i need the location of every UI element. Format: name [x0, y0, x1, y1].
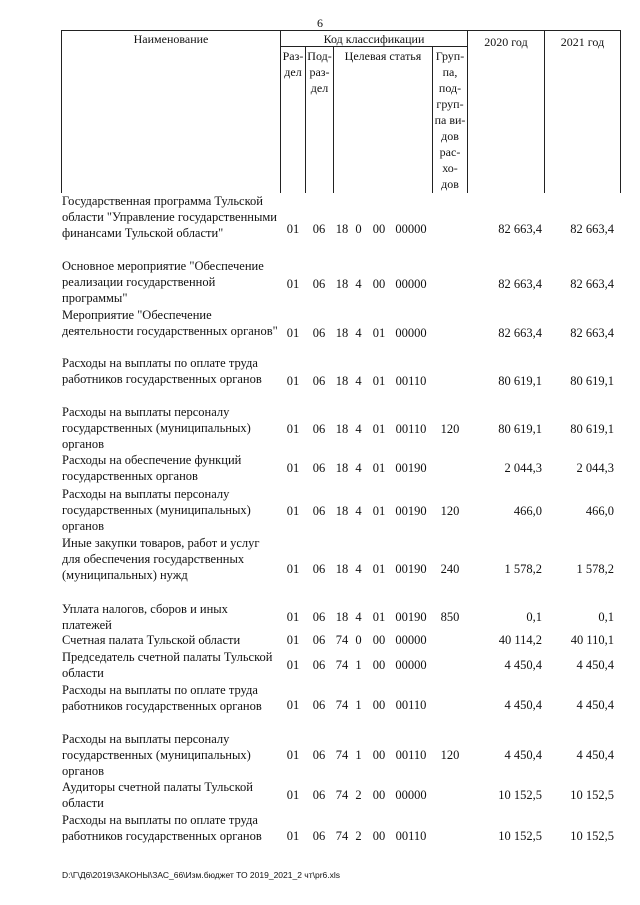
row-ts-program: 74 — [335, 788, 349, 802]
row-2021: 10 152,5 — [570, 829, 614, 843]
row-ts-event: 00 — [372, 748, 386, 762]
header-podrazdel-line: дел — [310, 81, 329, 95]
row-podrazdel: 06 — [312, 562, 326, 576]
row-ts-direction: 00000 — [395, 326, 427, 340]
row-ts-program: 74 — [335, 829, 349, 843]
row-ts-event: 00 — [372, 277, 386, 291]
row-group: 120 — [440, 504, 460, 518]
header-podrazdel — [306, 48, 333, 96]
row-2021: 82 663,4 — [570, 326, 614, 340]
row-podrazdel: 06 — [312, 658, 326, 672]
row-ts-event: 00 — [372, 222, 386, 236]
row-ts-direction: 00110 — [395, 698, 427, 712]
header-group-line: па ви- — [434, 113, 466, 127]
row-ts-program: 74 — [335, 748, 349, 762]
row-ts-direction: 00110 — [395, 748, 427, 762]
row-ts-program: 74 — [335, 633, 349, 647]
row-name: Расходы на выплаты по оплате труда работников государственных органов — [62, 356, 262, 386]
row-podrazdel: 06 — [312, 326, 326, 340]
row-name: Иные закупки товаров, работ и услуг для обеспечения государственных (муниципальных) нужд — [62, 536, 260, 582]
row-ts-event: 01 — [372, 374, 386, 388]
row-ts-subprogram: 4 — [355, 422, 362, 436]
row-2021: 80 619,1 — [570, 374, 614, 388]
row-razdel: 01 — [286, 504, 300, 518]
row-ts-subprogram: 2 — [355, 788, 362, 802]
header-podrazdel-line: раз- — [309, 65, 330, 79]
row-2021: 466,0 — [585, 504, 614, 518]
row-podrazdel: 06 — [312, 788, 326, 802]
row-2020: 466,0 — [513, 504, 542, 518]
row-ts-direction: 00110 — [395, 422, 427, 436]
row-2020: 82 663,4 — [498, 326, 542, 340]
row-2021: 4 450,4 — [576, 748, 614, 762]
row-2021: 82 663,4 — [570, 277, 614, 291]
header-razdel-line: Раз- — [282, 49, 304, 63]
row-podrazdel: 06 — [312, 277, 326, 291]
row-ts-direction: 00190 — [395, 461, 427, 475]
row-ts-program: 18 — [335, 562, 349, 576]
row-ts-subprogram: 4 — [355, 374, 362, 388]
row-ts-program: 18 — [335, 277, 349, 291]
row-ts-program: 18 — [335, 326, 349, 340]
row-2021: 4 450,4 — [576, 698, 614, 712]
row-2020: 4 450,4 — [504, 748, 542, 762]
row-razdel: 01 — [286, 658, 300, 672]
row-ts-subprogram: 4 — [355, 461, 362, 475]
row-ts-subprogram: 4 — [355, 326, 362, 340]
row-ts-event: 01 — [372, 610, 386, 624]
row-ts-direction: 00000 — [395, 633, 427, 647]
header-group-line: под- — [438, 81, 462, 95]
row-name: Расходы на выплаты персоналу государственных (муниципальных) органов — [62, 732, 251, 778]
row-2021: 4 450,4 — [576, 658, 614, 672]
row-ts-event: 00 — [372, 698, 386, 712]
row-podrazdel: 06 — [312, 222, 326, 236]
row-razdel: 01 — [286, 222, 300, 236]
row-2020: 80 619,1 — [498, 374, 542, 388]
row-razdel: 01 — [286, 277, 300, 291]
header-target: Целевая статья — [344, 49, 422, 63]
row-ts-event: 00 — [372, 658, 386, 672]
row-name: Расходы на выплаты персоналу государственных (муниципальных) органов — [62, 405, 251, 451]
row-ts-program: 18 — [335, 422, 349, 436]
row-2021: 10 152,5 — [570, 788, 614, 802]
row-podrazdel: 06 — [312, 748, 326, 762]
row-razdel: 01 — [286, 829, 300, 843]
row-ts-direction: 00190 — [395, 562, 427, 576]
row-name: Государственная программа Тульской области "Управление государственными финансами Тульской области" — [62, 194, 277, 240]
row-razdel: 01 — [286, 326, 300, 340]
header-group-line: па, — [442, 65, 458, 79]
row-group: 850 — [440, 610, 460, 624]
header-group-line: дов — [441, 129, 459, 143]
row-podrazdel: 06 — [312, 698, 326, 712]
row-ts-program: 74 — [335, 658, 349, 672]
row-razdel: 01 — [286, 788, 300, 802]
row-ts-subprogram: 4 — [355, 504, 362, 518]
row-2020: 40 114,2 — [498, 633, 542, 647]
header-group-line: хо- — [442, 161, 458, 175]
row-ts-subprogram: 4 — [355, 277, 362, 291]
row-ts-event: 00 — [372, 633, 386, 647]
row-name: Расходы на выплаты персоналу государственных (муниципальных) органов — [62, 487, 251, 533]
header-group-line: груп- — [436, 97, 464, 111]
row-ts-event: 01 — [372, 504, 386, 518]
row-razdel: 01 — [286, 422, 300, 436]
row-name: Основное мероприятие "Обеспечение реализации государственной программы" — [62, 259, 264, 305]
row-2020: 2 044,3 — [504, 461, 542, 475]
row-2020: 4 450,4 — [504, 658, 542, 672]
row-ts-subprogram: 4 — [355, 610, 362, 624]
row-name: Уплата налогов, сборов и иных платежей — [62, 602, 228, 632]
row-2021: 2 044,3 — [576, 461, 614, 475]
row-2021: 82 663,4 — [570, 222, 614, 236]
row-2020: 10 152,5 — [498, 788, 542, 802]
row-ts-subprogram: 0 — [355, 222, 362, 236]
header-podrazdel-line: Под- — [307, 49, 332, 63]
row-name: Расходы на выплаты по оплате труда работников государственных органов — [62, 813, 262, 843]
row-ts-direction: 00190 — [395, 610, 427, 624]
row-2021: 1 578,2 — [576, 562, 614, 576]
row-ts-subprogram: 1 — [355, 748, 362, 762]
row-ts-subprogram: 4 — [355, 562, 362, 576]
row-name: Председатель счетной палаты Тульской области — [62, 650, 273, 680]
header-group-line: Груп- — [435, 49, 465, 63]
row-ts-program: 18 — [335, 504, 349, 518]
row-ts-direction: 00000 — [395, 222, 427, 236]
row-podrazdel: 06 — [312, 504, 326, 518]
page-number: 6 — [317, 16, 323, 30]
row-razdel: 01 — [286, 698, 300, 712]
row-razdel: 01 — [286, 748, 300, 762]
row-name: Мероприятие "Обеспечение деятельности государственных органов" — [62, 308, 278, 338]
row-ts-event: 01 — [372, 326, 386, 340]
row-ts-subprogram: 0 — [355, 633, 362, 647]
header-grid — [0, 0, 640, 200]
header-razdel-line: дел — [284, 65, 302, 79]
row-ts-subprogram: 2 — [355, 829, 362, 843]
row-2020: 10 152,5 — [498, 829, 542, 843]
row-ts-subprogram: 1 — [355, 698, 362, 712]
header-code: Код классификации — [323, 32, 425, 46]
row-2020: 82 663,4 — [498, 277, 542, 291]
row-podrazdel: 06 — [312, 829, 326, 843]
row-name: Расходы на обеспечение функций государственных органов — [62, 453, 242, 483]
row-podrazdel: 06 — [312, 461, 326, 475]
row-ts-program: 18 — [335, 374, 349, 388]
row-ts-event: 00 — [372, 788, 386, 802]
row-podrazdel: 06 — [312, 610, 326, 624]
row-group: 120 — [440, 748, 460, 762]
row-ts-direction: 00000 — [395, 658, 427, 672]
file-path-footer: D:\Г\Д6\2019\ЗАКОНЫ\ЗАС_66\Изм.бюджет ТО 2019_2021_2 чт\pr6.xls — [62, 870, 341, 880]
row-ts-program: 18 — [335, 461, 349, 475]
header-group — [433, 48, 467, 192]
row-ts-direction: 00190 — [395, 504, 427, 518]
row-ts-direction: 00110 — [395, 374, 427, 388]
row-group: 240 — [440, 562, 460, 576]
row-ts-direction: 00110 — [395, 829, 427, 843]
header-2020: 2020 год — [484, 35, 528, 49]
row-razdel: 01 — [286, 461, 300, 475]
row-ts-program: 74 — [335, 698, 349, 712]
row-2020: 4 450,4 — [504, 698, 542, 712]
row-podrazdel: 06 — [312, 633, 326, 647]
row-razdel: 01 — [286, 610, 300, 624]
row-2021: 0,1 — [598, 610, 614, 624]
row-podrazdel: 06 — [312, 374, 326, 388]
header-group-line: рас- — [439, 145, 461, 159]
row-ts-event: 01 — [372, 562, 386, 576]
row-ts-event: 01 — [372, 461, 386, 475]
row-2020: 82 663,4 — [498, 222, 542, 236]
header-name: Наименование — [133, 32, 209, 46]
row-ts-event: 01 — [372, 422, 386, 436]
row-2020: 0,1 — [526, 610, 542, 624]
header-razdel — [281, 48, 305, 80]
row-name: Счетная палата Тульской области — [62, 633, 241, 647]
header-group-line: дов — [441, 177, 459, 191]
row-ts-event: 00 — [372, 829, 386, 843]
row-name: Расходы на выплаты по оплате труда работников государственных органов — [62, 683, 262, 713]
row-2020: 80 619,1 — [498, 422, 542, 436]
row-ts-subprogram: 1 — [355, 658, 362, 672]
row-group: 120 — [440, 422, 460, 436]
row-ts-direction: 00000 — [395, 788, 427, 802]
row-ts-program: 18 — [335, 222, 349, 236]
row-name: Аудиторы счетной палаты Тульской области — [62, 780, 253, 810]
row-ts-program: 18 — [335, 610, 349, 624]
row-razdel: 01 — [286, 562, 300, 576]
row-razdel: 01 — [286, 374, 300, 388]
row-2021: 80 619,1 — [570, 422, 614, 436]
header-2021: 2021 год — [560, 35, 605, 49]
row-razdel: 01 — [286, 633, 300, 647]
row-2020: 1 578,2 — [504, 562, 542, 576]
row-podrazdel: 06 — [312, 422, 326, 436]
row-2021: 40 110,1 — [570, 633, 614, 647]
row-ts-direction: 00000 — [395, 277, 427, 291]
